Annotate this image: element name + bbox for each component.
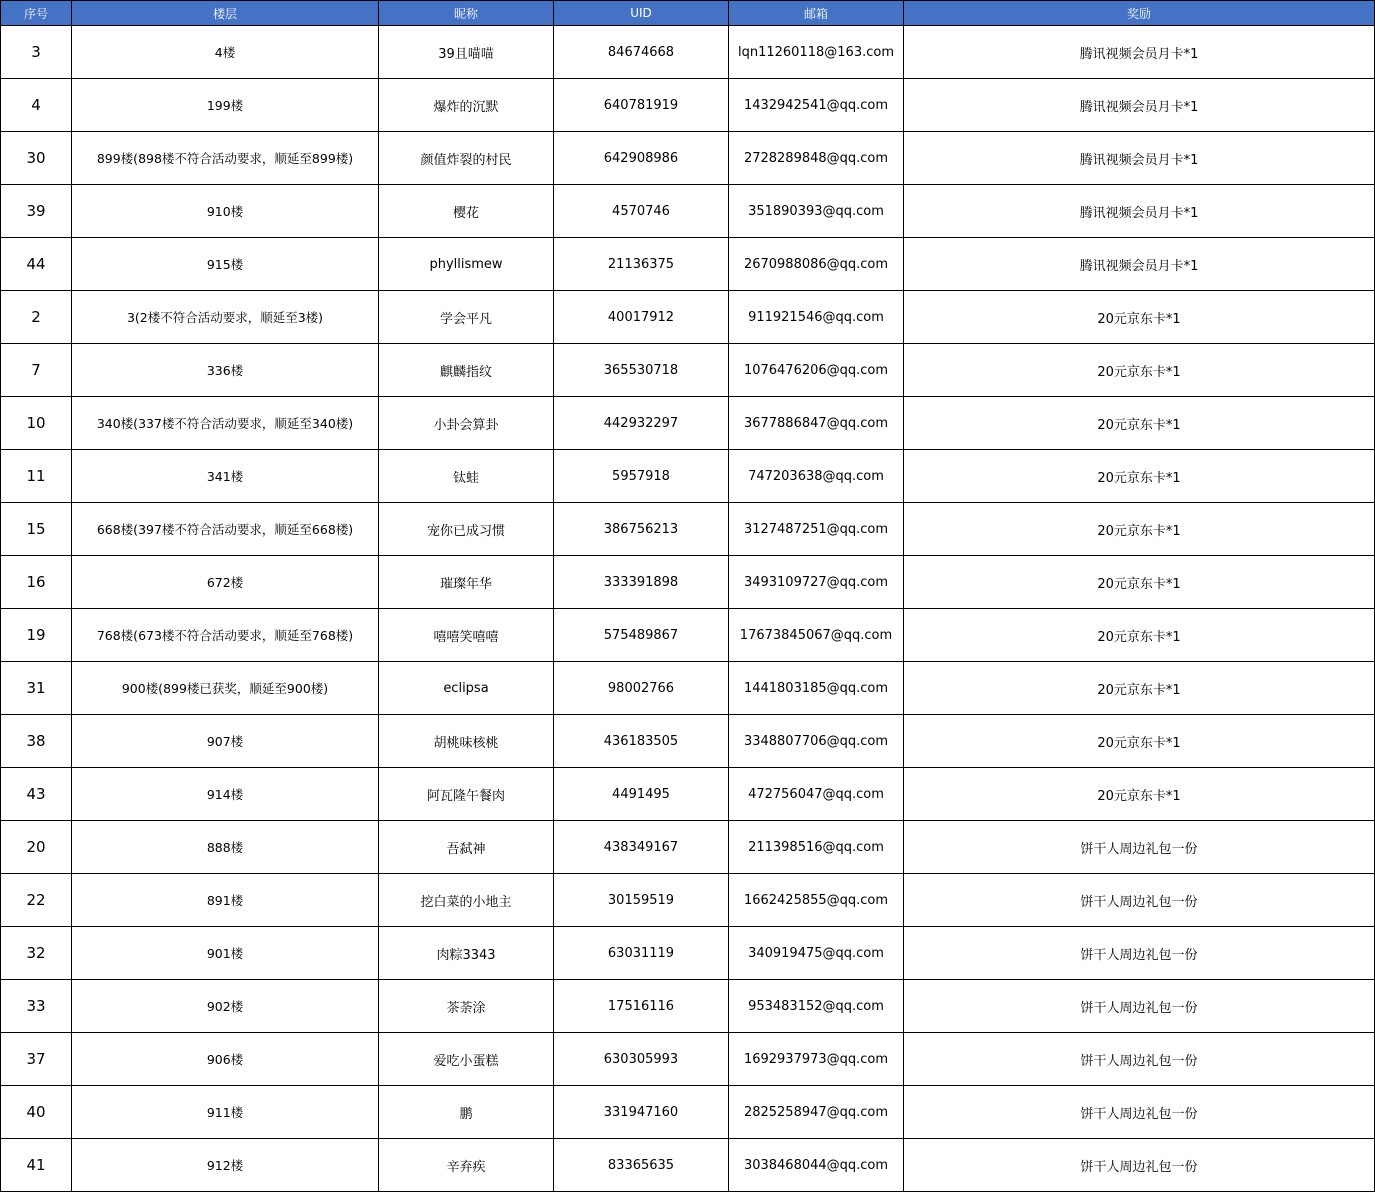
- table-row: [1, 556, 1375, 609]
- cell-floor: 336楼: [72, 344, 379, 397]
- cell-floor: 915楼: [72, 238, 379, 291]
- cell-nickname: 吾弑神: [379, 821, 554, 874]
- header-row: [1, 1, 1375, 26]
- cell-uid: 98002766: [554, 662, 729, 715]
- cell-index: 20: [1, 821, 72, 874]
- cell-prize: 腾讯视频会员月卡*1: [904, 132, 1375, 185]
- cell-email: lqn11260118@163.com: [729, 26, 904, 79]
- header-floor: 楼层: [72, 1, 379, 26]
- header-prize: 奖励: [904, 1, 1375, 26]
- cell-prize: 饼干人周边礼包一份: [904, 1033, 1375, 1086]
- cell-nickname: 璀璨年华: [379, 556, 554, 609]
- cell-nickname: 辛弃疾: [379, 1139, 554, 1192]
- cell-nickname: 茶荼涂: [379, 980, 554, 1033]
- cell-uid: 333391898: [554, 556, 729, 609]
- table-row: [1, 609, 1375, 662]
- cell-floor: 899楼(898楼不符合活动要求，顺延至899楼): [72, 132, 379, 185]
- cell-email: 1662425855@qq.com: [729, 874, 904, 927]
- cell-prize: 20元京东卡*1: [904, 609, 1375, 662]
- cell-prize: 饼干人周边礼包一份: [904, 1139, 1375, 1192]
- cell-prize: 20元京东卡*1: [904, 768, 1375, 821]
- cell-index: 32: [1, 927, 72, 980]
- cell-index: 44: [1, 238, 72, 291]
- cell-prize: 饼干人周边礼包一份: [904, 874, 1375, 927]
- cell-floor: 340楼(337楼不符合活动要求，顺延至340楼): [72, 397, 379, 450]
- header-index: 序号: [1, 1, 72, 26]
- cell-email: 2670988086@qq.com: [729, 238, 904, 291]
- cell-email: 1441803185@qq.com: [729, 662, 904, 715]
- cell-floor: 199楼: [72, 79, 379, 132]
- table-row: [1, 450, 1375, 503]
- cell-index: 31: [1, 662, 72, 715]
- cell-nickname: 樱花: [379, 185, 554, 238]
- cell-floor: 891楼: [72, 874, 379, 927]
- cell-index: 37: [1, 1033, 72, 1086]
- cell-floor: 911楼: [72, 1086, 379, 1139]
- cell-index: 40: [1, 1086, 72, 1139]
- cell-prize: 20元京东卡*1: [904, 397, 1375, 450]
- cell-index: 4: [1, 79, 72, 132]
- cell-prize: 腾讯视频会员月卡*1: [904, 238, 1375, 291]
- table-body: [1, 26, 1375, 1192]
- cell-floor: 902楼: [72, 980, 379, 1033]
- table-row: [1, 79, 1375, 132]
- cell-index: 7: [1, 344, 72, 397]
- cell-index: 33: [1, 980, 72, 1033]
- cell-email: 2825258947@qq.com: [729, 1086, 904, 1139]
- cell-email: 1432942541@qq.com: [729, 79, 904, 132]
- cell-floor: 768楼(673楼不符合活动要求，顺延至768楼): [72, 609, 379, 662]
- cell-email: 911921546@qq.com: [729, 291, 904, 344]
- cell-nickname: 肉粽3343: [379, 927, 554, 980]
- cell-floor: 900楼(899楼已获奖，顺延至900楼): [72, 662, 379, 715]
- cell-prize: 饼干人周边礼包一份: [904, 821, 1375, 874]
- cell-prize: 饼干人周边礼包一份: [904, 927, 1375, 980]
- cell-email: 3127487251@qq.com: [729, 503, 904, 556]
- cell-nickname: 爱吃小蛋糕: [379, 1033, 554, 1086]
- cell-index: 22: [1, 874, 72, 927]
- cell-floor: 910楼: [72, 185, 379, 238]
- cell-floor: 907楼: [72, 715, 379, 768]
- table-row: [1, 715, 1375, 768]
- cell-uid: 63031119: [554, 927, 729, 980]
- table-row: [1, 238, 1375, 291]
- cell-prize: 腾讯视频会员月卡*1: [904, 26, 1375, 79]
- table-row: [1, 132, 1375, 185]
- cell-nickname: 钛蛙: [379, 450, 554, 503]
- cell-uid: 386756213: [554, 503, 729, 556]
- cell-nickname: 挖白菜的小地主: [379, 874, 554, 927]
- table-row: [1, 1139, 1375, 1192]
- cell-email: 17673845067@qq.com: [729, 609, 904, 662]
- cell-index: 2: [1, 291, 72, 344]
- cell-index: 43: [1, 768, 72, 821]
- cell-uid: 640781919: [554, 79, 729, 132]
- cell-uid: 84674668: [554, 26, 729, 79]
- cell-floor: 672楼: [72, 556, 379, 609]
- cell-email: 953483152@qq.com: [729, 980, 904, 1033]
- cell-email: 351890393@qq.com: [729, 185, 904, 238]
- cell-index: 30: [1, 132, 72, 185]
- table-row: [1, 397, 1375, 450]
- cell-nickname: 爆炸的沉默: [379, 79, 554, 132]
- header-uid: UID: [554, 1, 729, 26]
- cell-index: 11: [1, 450, 72, 503]
- table-row: [1, 980, 1375, 1033]
- table-row: [1, 291, 1375, 344]
- cell-prize: 20元京东卡*1: [904, 556, 1375, 609]
- cell-nickname: 嘻嘻笑嘻嘻: [379, 609, 554, 662]
- cell-uid: 40017912: [554, 291, 729, 344]
- cell-nickname: phyllismew: [379, 238, 554, 291]
- cell-floor: 912楼: [72, 1139, 379, 1192]
- table-row: [1, 1033, 1375, 1086]
- header-nickname: 昵称: [379, 1, 554, 26]
- cell-nickname: 麒麟指纹: [379, 344, 554, 397]
- table-row: [1, 927, 1375, 980]
- cell-index: 15: [1, 503, 72, 556]
- cell-uid: 5957918: [554, 450, 729, 503]
- cell-index: 39: [1, 185, 72, 238]
- cell-nickname: 颜值炸裂的村民: [379, 132, 554, 185]
- cell-email: 211398516@qq.com: [729, 821, 904, 874]
- cell-nickname: 胡桃味核桃: [379, 715, 554, 768]
- cell-uid: 331947160: [554, 1086, 729, 1139]
- cell-uid: 442932297: [554, 397, 729, 450]
- cell-prize: 腾讯视频会员月卡*1: [904, 79, 1375, 132]
- cell-email: 1076476206@qq.com: [729, 344, 904, 397]
- table-row: [1, 185, 1375, 238]
- cell-uid: 83365635: [554, 1139, 729, 1192]
- cell-nickname: 宠你已成习惯: [379, 503, 554, 556]
- table-row: [1, 503, 1375, 556]
- cell-prize: 腾讯视频会员月卡*1: [904, 185, 1375, 238]
- cell-email: 1692937973@qq.com: [729, 1033, 904, 1086]
- cell-uid: 4491495: [554, 768, 729, 821]
- table-row: [1, 1086, 1375, 1139]
- cell-prize: 20元京东卡*1: [904, 662, 1375, 715]
- cell-email: 747203638@qq.com: [729, 450, 904, 503]
- cell-index: 38: [1, 715, 72, 768]
- cell-email: 3038468044@qq.com: [729, 1139, 904, 1192]
- cell-nickname: 鹏: [379, 1086, 554, 1139]
- cell-uid: 17516116: [554, 980, 729, 1033]
- cell-index: 19: [1, 609, 72, 662]
- table-row: [1, 768, 1375, 821]
- cell-email: 3677886847@qq.com: [729, 397, 904, 450]
- cell-floor: 341楼: [72, 450, 379, 503]
- cell-floor: 901楼: [72, 927, 379, 980]
- cell-nickname: 小卦会算卦: [379, 397, 554, 450]
- table-row: [1, 26, 1375, 79]
- cell-index: 3: [1, 26, 72, 79]
- cell-nickname: 学会平凡: [379, 291, 554, 344]
- cell-email: 472756047@qq.com: [729, 768, 904, 821]
- cell-uid: 4570746: [554, 185, 729, 238]
- cell-nickname: eclipsa: [379, 662, 554, 715]
- cell-prize: 饼干人周边礼包一份: [904, 1086, 1375, 1139]
- cell-uid: 21136375: [554, 238, 729, 291]
- table-row: [1, 821, 1375, 874]
- cell-uid: 575489867: [554, 609, 729, 662]
- cell-index: 41: [1, 1139, 72, 1192]
- cell-prize: 饼干人周边礼包一份: [904, 980, 1375, 1033]
- cell-prize: 20元京东卡*1: [904, 450, 1375, 503]
- cell-index: 16: [1, 556, 72, 609]
- cell-nickname: 阿瓦隆午餐肉: [379, 768, 554, 821]
- table-row: [1, 874, 1375, 927]
- table-row: [1, 662, 1375, 715]
- cell-email: 3348807706@qq.com: [729, 715, 904, 768]
- cell-prize: 20元京东卡*1: [904, 503, 1375, 556]
- cell-prize: 20元京东卡*1: [904, 715, 1375, 768]
- cell-uid: 438349167: [554, 821, 729, 874]
- cell-email: 3493109727@qq.com: [729, 556, 904, 609]
- cell-floor: 668楼(397楼不符合活动要求，顺延至668楼): [72, 503, 379, 556]
- cell-email: 340919475@qq.com: [729, 927, 904, 980]
- cell-nickname: 39且喵喵: [379, 26, 554, 79]
- cell-uid: 30159519: [554, 874, 729, 927]
- cell-uid: 365530718: [554, 344, 729, 397]
- cell-floor: 888楼: [72, 821, 379, 874]
- cell-uid: 630305993: [554, 1033, 729, 1086]
- cell-index: 10: [1, 397, 72, 450]
- cell-uid: 642908986: [554, 132, 729, 185]
- header-email: 邮箱: [729, 1, 904, 26]
- table-row: [1, 344, 1375, 397]
- cell-floor: 906楼: [72, 1033, 379, 1086]
- cell-floor: 4楼: [72, 26, 379, 79]
- cell-uid: 436183505: [554, 715, 729, 768]
- cell-prize: 20元京东卡*1: [904, 291, 1375, 344]
- cell-floor: 3(2楼不符合活动要求，顺延至3楼): [72, 291, 379, 344]
- cell-floor: 914楼: [72, 768, 379, 821]
- cell-prize: 20元京东卡*1: [904, 344, 1375, 397]
- cell-email: 2728289848@qq.com: [729, 132, 904, 185]
